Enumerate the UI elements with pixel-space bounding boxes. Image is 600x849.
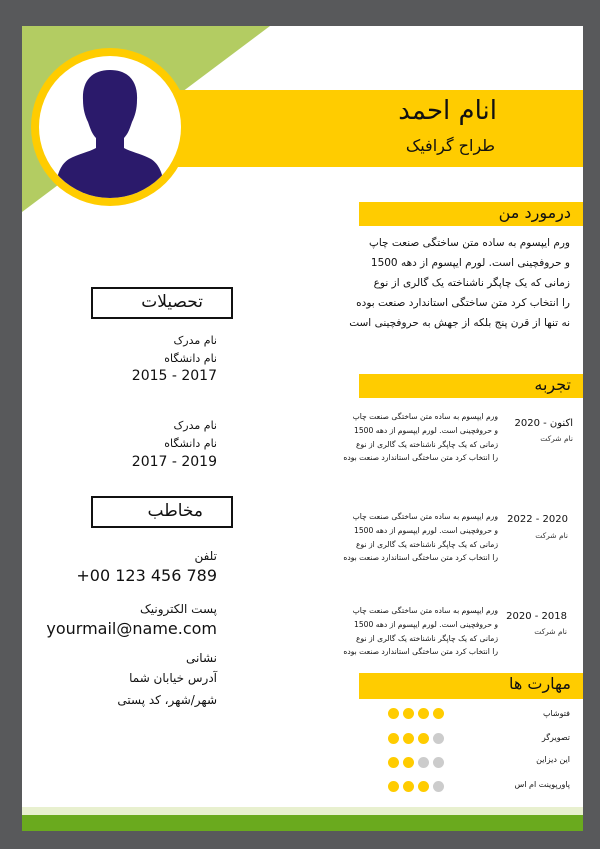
phone-label: تلفن bbox=[194, 549, 217, 563]
contact-heading: مخاطب bbox=[147, 501, 203, 521]
skill-dot-filled bbox=[403, 733, 414, 744]
experience-line: زمانی که یک چاپگر ناشناخته یک گالری از نوع bbox=[356, 439, 498, 449]
about-line: و حروفچینی است. لورم ایپسوم از دهه 1500 bbox=[370, 257, 570, 269]
skills-heading: مهارت ها bbox=[508, 674, 571, 693]
experience-description bbox=[322, 604, 498, 659]
experience-line: زمانی که یک چاپگر ناشناخته یک گالری از نوع bbox=[356, 539, 498, 549]
skill-dot-filled bbox=[418, 781, 429, 792]
address-line: شهر/شهر، کد پستی bbox=[117, 693, 217, 707]
name-band bbox=[172, 90, 583, 167]
skill-dot-filled bbox=[418, 733, 429, 744]
education-school: نام دانشگاه bbox=[164, 437, 217, 450]
skill-rating bbox=[388, 733, 444, 744]
experience-line: ورم ایپسوم به ساده متن ساختگی صنعت چاپ bbox=[352, 512, 498, 521]
experience-date: 2022 - 2020 bbox=[507, 514, 568, 525]
skill-name: پاورپوینت ام اس bbox=[514, 780, 570, 789]
skill-dot-filled bbox=[388, 708, 399, 719]
about-line: را انتخاب کرد متن ساختگی استاندارد صنعت بوده bbox=[356, 297, 570, 309]
experience-line: را انتخاب کرد متن ساختگی استاندارد صنعت بوده bbox=[343, 647, 498, 657]
experience-line: ورم ایپسوم به ساده متن ساختگی صنعت چاپ bbox=[352, 412, 498, 421]
education-heading: تحصیلات bbox=[141, 292, 203, 312]
skill-dot-filled bbox=[403, 757, 414, 768]
education-degree: نام مدرک bbox=[173, 334, 217, 347]
education-degree: نام مدرک bbox=[173, 419, 217, 432]
skill-dot-empty bbox=[418, 757, 429, 768]
phone-value: +00 123 456 789 bbox=[76, 566, 217, 585]
profile-photo bbox=[39, 56, 181, 198]
experience-line: زمانی که یک چاپگر ناشناخته یک گالری از نوع bbox=[356, 633, 498, 643]
profile-photo-frame bbox=[31, 48, 189, 206]
skills-heading-bar bbox=[359, 673, 583, 699]
experience-company: نام شرکت bbox=[540, 434, 573, 443]
email-value[interactable]: yourmail@name.com bbox=[46, 619, 217, 638]
education-years: 2017 - 2019 bbox=[131, 454, 217, 470]
education-years: 2015 - 2017 bbox=[131, 368, 217, 384]
skill-rating bbox=[388, 757, 444, 768]
about-heading-bar bbox=[359, 202, 583, 226]
contact-heading-box bbox=[91, 496, 233, 528]
skill-dot-empty bbox=[433, 733, 444, 744]
address-line: آدرس خیابان شما bbox=[129, 671, 217, 685]
address-label: نشانی bbox=[185, 651, 217, 665]
skill-rating bbox=[388, 708, 444, 719]
skill-dot-filled bbox=[403, 708, 414, 719]
person-silhouette-icon bbox=[39, 56, 181, 198]
experience-company: نام شرکت bbox=[535, 531, 568, 540]
skill-name: تصویرگر bbox=[541, 733, 570, 742]
education-heading-box bbox=[91, 287, 233, 319]
skill-rating bbox=[388, 781, 444, 792]
about-line: ورم ایپسوم به ساده متن ساختگی صنعت چاپ bbox=[368, 237, 570, 249]
experience-line: را انتخاب کرد متن ساختگی استاندارد صنعت بوده bbox=[343, 553, 498, 563]
experience-line: و حروفچینی است. لورم ایپسوم از دهه 1500 bbox=[354, 619, 498, 629]
experience-description bbox=[322, 410, 498, 465]
skill-dot-filled bbox=[388, 757, 399, 768]
skill-dot-filled bbox=[388, 733, 399, 744]
experience-line: و حروفچینی است. لورم ایپسوم از دهه 1500 bbox=[354, 525, 498, 535]
experience-heading-bar bbox=[359, 374, 583, 398]
person-name: انام احمد bbox=[398, 96, 497, 126]
experience-date: 2020 - اکنون bbox=[514, 418, 573, 429]
skill-name: این دیزاین bbox=[536, 755, 570, 764]
job-title: طراح گرافیک bbox=[405, 136, 495, 155]
resume-page bbox=[22, 26, 583, 831]
about-line: نه تنها از قرن پنج بلکه از جهش به حروفچینی است bbox=[349, 317, 570, 329]
skill-dot-empty bbox=[433, 781, 444, 792]
experience-description bbox=[322, 510, 498, 565]
skill-dot-filled bbox=[433, 708, 444, 719]
skill-dot-filled bbox=[418, 708, 429, 719]
education-school: نام دانشگاه bbox=[164, 352, 217, 365]
skill-dot-empty bbox=[433, 757, 444, 768]
footer-light-stripe bbox=[22, 807, 583, 815]
experience-heading: تجربه bbox=[534, 375, 571, 394]
experience-company: نام شرکت bbox=[534, 627, 567, 636]
experience-line: ورم ایپسوم به ساده متن ساختگی صنعت چاپ bbox=[352, 606, 498, 615]
experience-line: را انتخاب کرد متن ساختگی استاندارد صنعت بوده bbox=[343, 453, 498, 463]
email-label: پست الکترونیک bbox=[140, 602, 217, 616]
about-line: زمانی که یک چاپگر ناشناخته یک گالری از نوع bbox=[373, 277, 570, 289]
about-heading: درمورد من bbox=[498, 203, 571, 222]
skill-dot-filled bbox=[388, 781, 399, 792]
footer-green-stripe bbox=[22, 815, 583, 831]
skill-dot-filled bbox=[403, 781, 414, 792]
skill-name: فتوشاپ bbox=[542, 709, 570, 718]
experience-date: 2020 - 2018 bbox=[506, 611, 567, 622]
about-text bbox=[348, 233, 570, 333]
experience-line: و حروفچینی است. لورم ایپسوم از دهه 1500 bbox=[354, 425, 498, 435]
